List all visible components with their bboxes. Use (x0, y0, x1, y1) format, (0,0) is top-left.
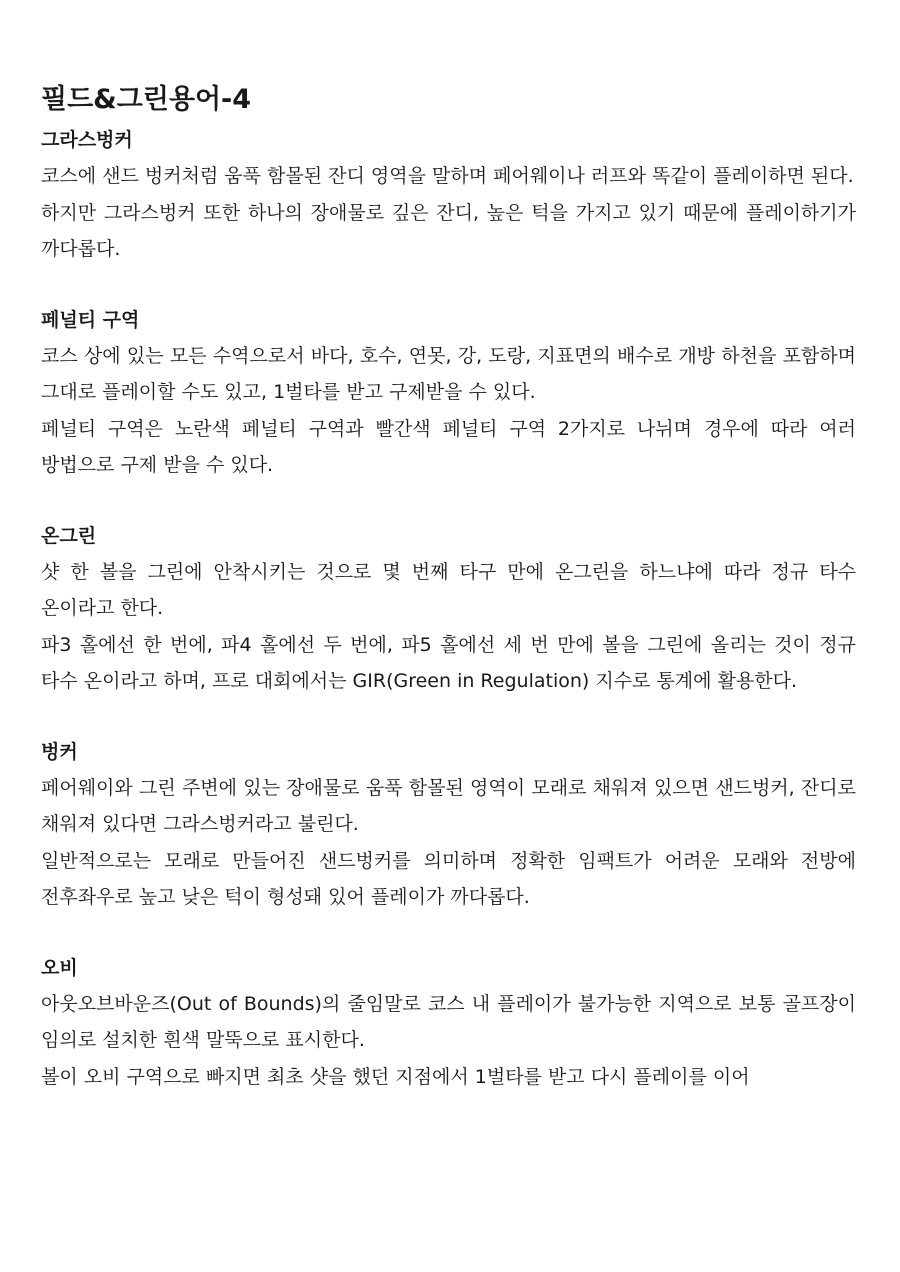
section-heading: 그라스벙커 (41, 129, 133, 151)
paragraph: 일반적으로는 모래로 만들어진 샌드벙커를 의미하며 정확한 임팩트가 어려운 모래와 전방에 전후좌우로 높고 낮은 턱이 형성돼 있어 플레이가 까다롭다. (41, 849, 856, 908)
paragraph: 파3 홀에선 한 번에, 파4 홀에선 두 번에, 파5 홀에선 세 번 만에 볼을 그린에 올리는 것이 정규 타수 온이라고 하며, 프로 대회에서는 GIR(Green in Regulation) 지수로 통계에 활용한다. (41, 633, 856, 692)
section-heading: 벙커 (41, 740, 78, 763)
paragraph: 볼이 오비 구역으로 빠지면 최초 샷을 했던 지점에서 1벌타를 받고 다시 플레이를 이어 (41, 1065, 750, 1088)
document-title: 필드&그린용어-4 (41, 84, 252, 115)
paragraph: 페어웨이와 그린 주변에 있는 장애물로 움푹 함몰된 영역이 모래로 채워져 있으면 샌드벙커, 잔디로 채워져 있다면 그라스벙커라고 불린다. (41, 776, 856, 835)
paragraph: 샷 한 볼을 그린에 안착시키는 것으로 몇 번째 타구 만에 온그린을 하느냐에 따라 정규 타수 온이라고 한다. (41, 560, 856, 619)
section-out-of-bounds (41, 950, 856, 1096)
section-grass-bunker (41, 122, 856, 268)
section-penalty-area (41, 302, 856, 484)
section-heading: 온그린 (41, 524, 97, 547)
section-on-green (41, 518, 856, 700)
paragraph: 코스 상에 있는 모든 수역으로서 바다, 호수, 연못, 강, 도랑, 지표면의 배수로 개방 하천을 포함하며 그대로 플레이할 수도 있고, 1벌타를 받고 구제받을 수 있다. (41, 344, 856, 403)
section-bunker (41, 734, 856, 916)
section-heading: 페널티 구역 (41, 308, 140, 331)
paragraph: 페널티 구역은 노란색 페널티 구역과 빨간색 페널티 구역 2가지로 나뉘며 경우에 따라 여러 방법으로 구제 받을 수 있다. (41, 417, 856, 476)
paragraph: 하지만 그라스벙커 또한 하나의 장애물로 깊은 잔디, 높은 턱을 가지고 있기 때문에 플레이하기가 까다롭다. (41, 201, 856, 260)
paragraph: 아웃오브바운즈(Out of Bounds)의 줄임말로 코스 내 플레이가 불가능한 지역으로 보통 골프장이 임의로 설치한 흰색 말뚝으로 표시한다. (41, 992, 856, 1051)
section-heading: 오비 (41, 956, 78, 979)
paragraph: 코스에 샌드 벙커처럼 움푹 함몰된 잔디 영역을 말하며 페어웨이나 러프와 똑같이 플레이하면 된다. (41, 165, 854, 187)
